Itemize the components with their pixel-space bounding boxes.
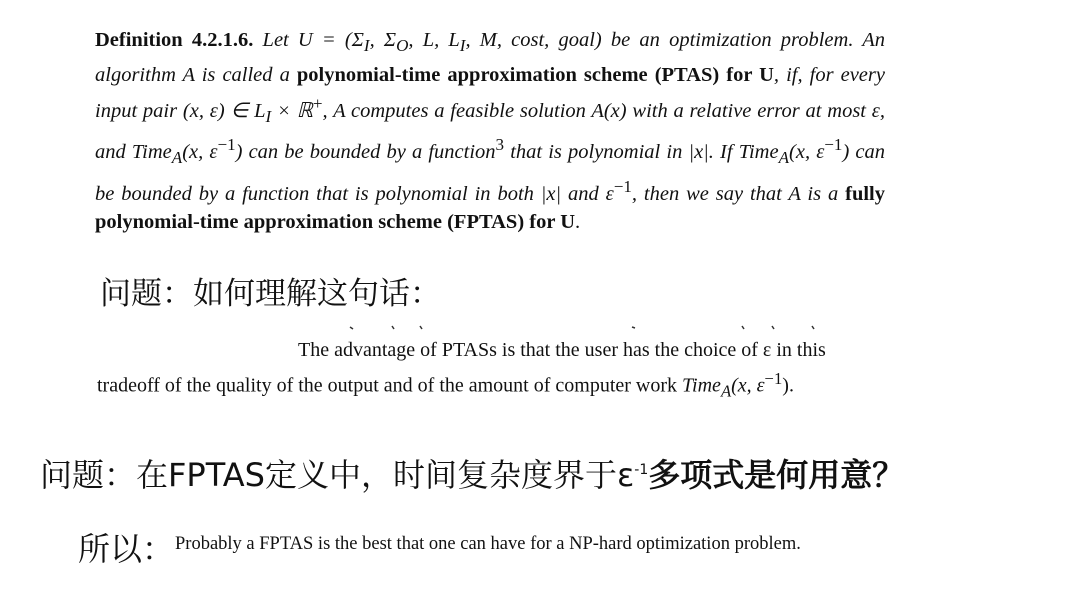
definition-text-8: (x, ε <box>182 140 218 163</box>
definition-text-14: . <box>575 211 581 234</box>
definition-text-1: Let U = (Σ <box>253 29 364 51</box>
conclusion-text: Probably a FPTAS is the best that one can have for a NP-hard optimization problem. <box>175 534 801 554</box>
question-2-part-2: 多项式是何用意？ <box>648 456 905 494</box>
definition-label: Definition 4.2.1.6. <box>95 29 254 51</box>
definition-text-10: that is polynomial in |x|. If Time <box>504 140 779 163</box>
subscript: I <box>265 106 272 126</box>
cropped-text-marks <box>340 322 820 332</box>
question-2-part-1: 问题：在FPTAS定义中，时间复杂度界于ε <box>40 456 635 494</box>
so-label-wrap <box>78 526 174 572</box>
ptas-term: polynomial-time approximation scheme (PTAS) for U <box>296 63 774 86</box>
excerpt-time: Time <box>682 374 721 397</box>
superscript: -1 <box>634 462 649 478</box>
excerpt-close: ). <box>782 374 794 397</box>
subscript: A <box>778 148 790 168</box>
superscript: −1 <box>217 135 236 155</box>
definition-text-12: ) can be bounded by a function that is polynomial in both |x| and ε <box>95 140 886 205</box>
definition-text-4: , M, cost, goal) be an optimization problem. An algorithm A is called a <box>95 29 886 86</box>
definition-text-9: ) can be bounded by a function <box>235 140 496 163</box>
question-2 <box>40 447 904 498</box>
subscript: A <box>171 148 183 168</box>
definition-text-2: , Σ <box>369 29 397 51</box>
definition-text-7: , A computes a feasible solution A(x) with a relative error at most ε, and Time <box>95 99 885 163</box>
subscript: I <box>459 36 466 56</box>
superscript: −1 <box>824 135 843 155</box>
so-label: 所以： <box>78 530 175 568</box>
definition-text-3: , L, L <box>408 29 460 51</box>
superscript: + <box>312 93 323 113</box>
question-1: 问题：如何理解这句话： <box>100 276 441 312</box>
definition-text-5: , if, for every input pair (x, ε) ∈ L <box>95 63 885 122</box>
superscript: −1 <box>764 368 783 388</box>
definition-text-13: , then we say that A is a <box>631 182 846 205</box>
subscript: A <box>720 381 732 401</box>
excerpt-args: (x, ε <box>731 374 765 397</box>
subscript: I <box>363 36 370 56</box>
excerpt-block <box>97 336 885 406</box>
subscript: O <box>396 36 409 56</box>
fptas-term: fully polynomial-time approximation scheme (FPTAS) for U <box>95 182 885 234</box>
excerpt-text: The advantage of PTASs is that the user has the choice of ε in this tradeoff of the quality of the output and of the amount of computer work <box>97 339 826 397</box>
definition-text-6: × ℝ <box>271 99 313 122</box>
definition-block <box>95 26 885 237</box>
definition-text-11: (x, ε <box>789 140 825 163</box>
superscript: −1 <box>613 176 632 196</box>
footnote-mark: 3 <box>495 135 505 155</box>
